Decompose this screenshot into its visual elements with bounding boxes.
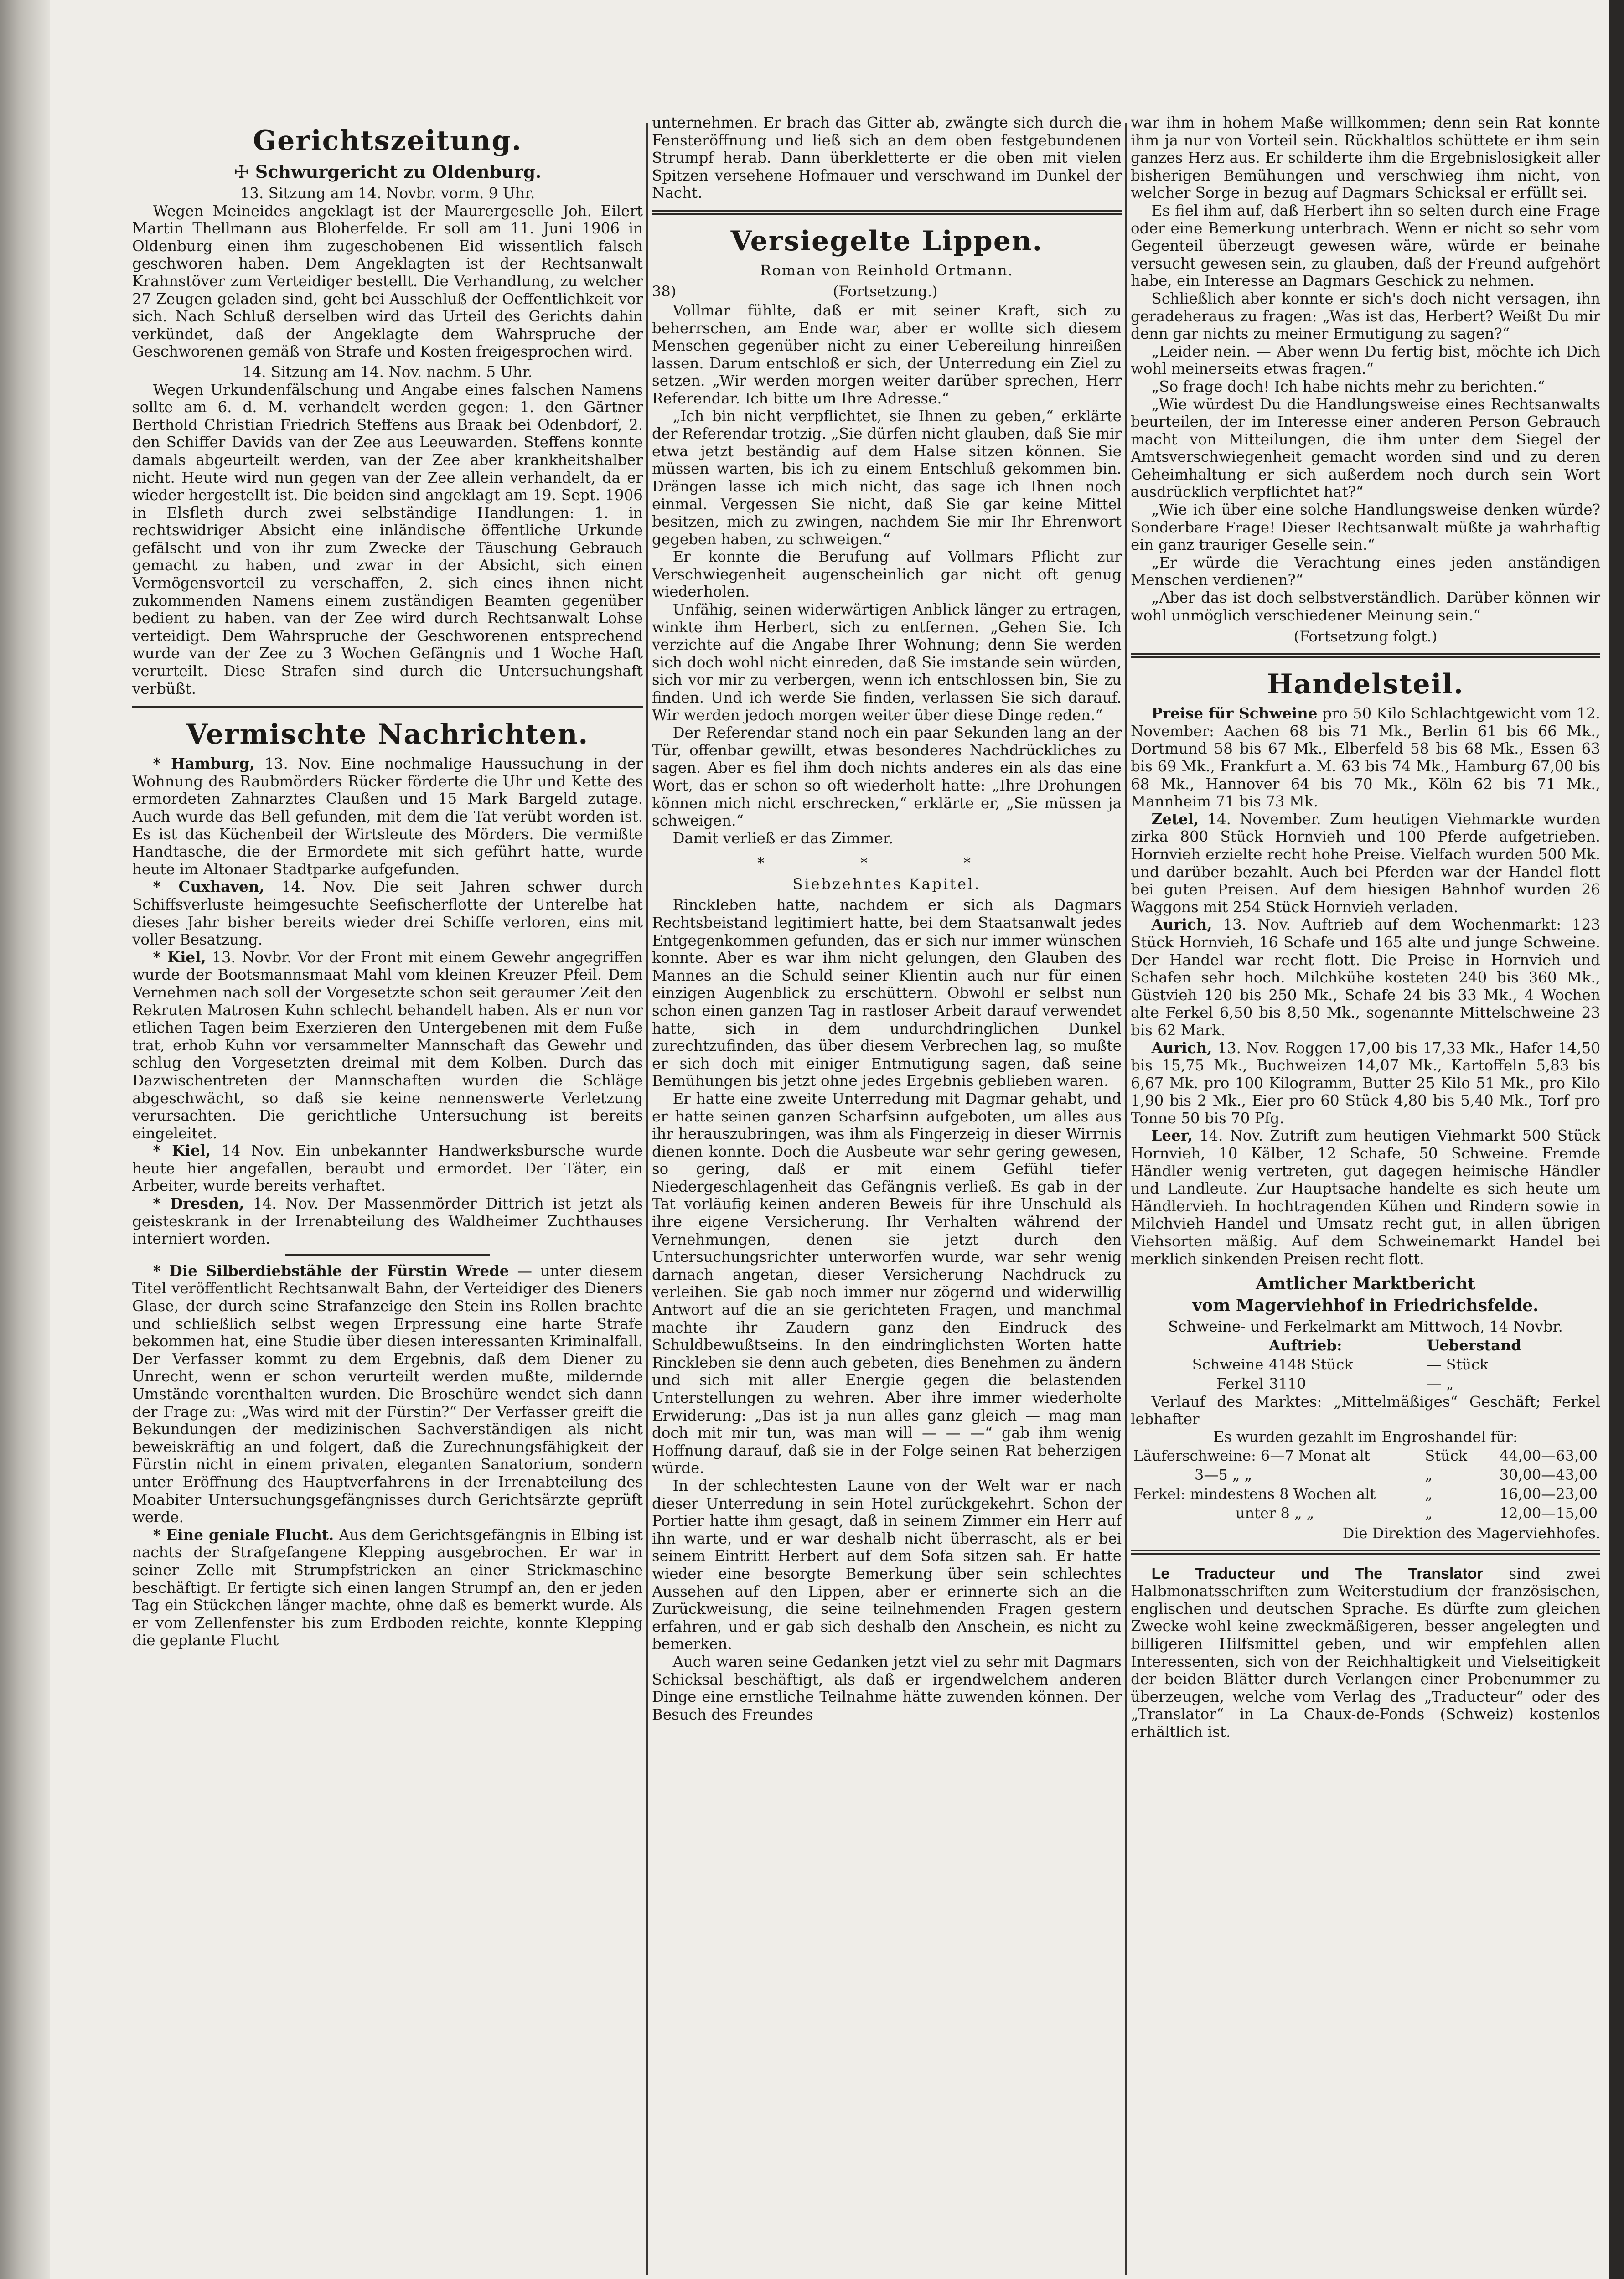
advertisement-text: sind zwei Halbmonatsschriften zum Weiterstudium der französischen, englischen und deutschen Sprache. Es dürfte zum gleichen Zwecke wohl keine zweckmäßigeren, besser angelegten und billigeren Hilfsmittel geben, und wir empfehlen allen Interessenten, sich von der Reichhaltigkeit und Vielseitigkeit der beiden Blätter durch Verlangen einer Probenummer zu überzeugen, welche vom Verlag des „Traducteur“ oder des „Translator“ in La Chaux-de-Fonds (Schweiz) kostenlos erhältlich ist. bbox=[1131, 1565, 1600, 1741]
novel-paragraph: „Aber das ist doch selbstverständlich. Darüber können wir wohl unmöglich verschiedener Meinung sein.“ bbox=[1131, 589, 1600, 624]
advertisement bbox=[1131, 1565, 1600, 1741]
news-item bbox=[132, 878, 643, 948]
installment-number: 38) bbox=[652, 282, 677, 300]
article-continuation: unternehmen. Er brach das Gitter ab, zwängte sich durch die Fensteröffnung und ließ sich an dem oben festgebundenen Strumpf herab. Dann überkletterte er die oben mit vielen Spitzen versehene Hofmauer und verschwand im Dunkel der Nacht. bbox=[652, 114, 1122, 202]
news-item bbox=[132, 1195, 643, 1248]
novel-paragraph: Schließlich aber konnte er sich's doch nicht versagen, ihn geradeheraus zu fragen: „Was ist das, Herbert? Weißt Du mir denn gar nichts zu meiner Ermutigung zu sagen?“ bbox=[1131, 289, 1600, 343]
market-item bbox=[1131, 916, 1600, 1039]
market-item bbox=[1131, 811, 1600, 916]
novel-paragraph: In der schlechtesten Laune von der Welt war er nach dieser Unterredung in sein Hotel zurückgekehrt. Schon der Portier hatte ihm gesagt, daß in seinem Zimmer ein Herr auf ihn warte, und er war deshalb nicht überrascht, als er bei seinem Eintritt Herbert auf dem Sofa sitzen sah. Er hatte wieder eine besorgte Bemerkung über sein schlechtes Aussehen auf den Lippen, aber er erinnerte sich an die Zurückweisung, die seine teilnehmenden Fragen gestern erfahren, und er gab sich deshalb den Anschein, es nicht zu bemerken. bbox=[652, 1477, 1122, 1653]
price-table bbox=[1131, 1446, 1600, 1523]
novel-paragraph: Auch waren seine Gedanken jetzt viel zu sehr mit Dagmars Schicksal beschäftigt, als daß er irgendwelchem anderen Dinge eine ernstliche Teilnahme hätte zuwenden können. Der Besuch des Freundes bbox=[652, 1653, 1122, 1723]
novel-paragraph: „Wie würdest Du die Handlungsweise eines Rechtsanwalts beurteilen, der im Interesse einer anderen Person Gebrauch macht von Mitteilungen, die ihm unter dem Siegel der Amtsverschwiegenheit gemacht worden sind und zu deren Geheimhaltung er sich außerdem noch durch sein Wort ausdrücklich verpflichtet hat?“ bbox=[1131, 395, 1600, 501]
novel-paragraph: „Wie ich über eine solche Handlungsweise denken würde? Sonderbare Frage! Dieser Rechtsanwalt müßte ja wahrhaftig ein ganz trauriger Geselle sein.“ bbox=[1131, 501, 1600, 554]
table-row bbox=[1131, 1355, 1600, 1374]
session-heading: 14. Sitzung am 14. Nov. nachm. 5 Uhr. bbox=[242, 363, 533, 381]
news-item bbox=[132, 1262, 643, 1526]
market-item-lead: Preise für Schweine bbox=[1151, 704, 1318, 723]
section-title-gericht: Gerichtszeitung. bbox=[253, 125, 522, 157]
news-item-text: 14 Nov. Ein unbekannter Handwerksbursche wurde heute hier angefallen, beraubt und ermordet. Der Täter, ein Arbeiter, wurde bereits verhaftet. bbox=[132, 1142, 643, 1195]
section-stars: * * * bbox=[757, 854, 1017, 872]
table-cell: 16,00—23,00 bbox=[1499, 1485, 1598, 1503]
novel-paragraph: Unfähig, seinen widerwärtigen Anblick länger zu ertragen, winkte ihm Herbert, sich zu entfernen. „Gehen Sie. Ich verzichte auf die Angabe Ihrer Wohnung; denn Sie werden sich doch wohl nicht einreden, daß Sie imstande sein würden, sich vor mir zu verbergen, wenn ich entschlossen bin, Sie zu finden. Und ich werde Sie finden, verlassen Sie sich darauf. Wir werden jedoch morgen weiter über diese Dinge reden.“ bbox=[652, 601, 1122, 724]
row-label: Läuferschweine: 6—7 Monat alt bbox=[1133, 1447, 1370, 1464]
novel-paragraph: Damit verließ er das Zimmer. bbox=[672, 829, 894, 847]
novel-paragraph: „So frage doch! Ich habe nichts mehr zu berichten.“ bbox=[1151, 377, 1545, 395]
column-rule bbox=[1125, 123, 1127, 2275]
news-item-lead: * Cuxhaven, bbox=[153, 878, 264, 896]
news-item bbox=[132, 755, 643, 878]
table-cell: 30,00—43,00 bbox=[1499, 1466, 1598, 1483]
row-label: Schweine bbox=[1192, 1355, 1264, 1373]
news-item-lead: * Dresden, bbox=[153, 1194, 244, 1213]
news-item-text: 13. Novbr. Vor der Front mit einem Gewehr angegriffen wurde der Bootsmannsmaat Mahl vom kleinen Kreuzer Pfeil. Dem Vernehmen nach soll der Vorgesetzte schon seit geraumer Zeit den Rekruten Matrosen Kuhn schlecht behandelt haben. Als er nun vor etlichen Tagen beim Exerzieren den Untergebenen mit dem Fuße trat, erhob Kuhn vor versammelter Mannschaft das Gewehr und schlug den Vorgesetzten dreimal mit dem Kolben. Durch das Dazwischentreten der Mannschaften wurden die Schläge abgeschwächt, so daß sie keine nennenswerte Verletzung verursachten. Die gerichtliche Untersuchung ist bereits eingeleitet. bbox=[132, 948, 643, 1142]
market-item-text: 14. November. Zum heutigen Viehmarkte wurden zirka 800 Stück Hornvieh und 100 Pferde aufgetrieben. Hornvieh erzielte recht hohe Preise. Vielfach wurden 500 Mk. und darüber bezahlt. Auch bei Pferden war der Handel flott bei guten Preisen. Auf dem hiesigen Bahnhof wurden 26 Waggons mit 254 Stück Hornvieh verladen. bbox=[1131, 810, 1600, 916]
divider bbox=[285, 1254, 490, 1256]
book-spine bbox=[0, 0, 50, 2279]
row-label: 3—5 „ „ bbox=[1195, 1466, 1252, 1483]
court-heading: ☩ Schwurgericht zu Oldenburg. bbox=[233, 161, 542, 182]
table-cell: 44,00—63,00 bbox=[1499, 1447, 1598, 1464]
market-item-lead: Leer, bbox=[1151, 1127, 1193, 1145]
table-cell: Stück bbox=[1425, 1447, 1468, 1464]
novel-paragraph: Vollmar fühlte, daß er mit seiner Kraft, sich zu beherrschen, am Ende war, aber er wollte sich diesem Menschen gegenüber nicht zu einer Uebereilung hinreißen lassen. Darum entschloß er sich, der Unterredung ein Ziel zu setzen. „Wir werden morgen weiter darüber sprechen, Herr Referendar. Ich bitte um Ihre Adresse.“ bbox=[652, 301, 1122, 407]
novel-paragraph: Der Referendar stand noch ein paar Sekunden lang an der Tür, offenbar gewillt, etwas besonderes Nachdrückliches zu sagen. Aber es fiel ihm doch nichts anderes ein als das eine Wort, das er schon so oft wiederholt hatte: „Ihre Drohungen können mich nicht erschrecken,“ erklärte er, „Sie müssen ja schweigen.“ bbox=[652, 724, 1122, 830]
novel-paragraph: „Leider nein. — Aber wenn Du fertig bist, möchte ich Dich wohl meinerseits etwas fragen.“ bbox=[1131, 342, 1600, 378]
divider bbox=[132, 706, 643, 708]
news-item-text: 14. Nov. Die seit Jahren schwer durch Schiffsverluste heimgesuchte Seefischerflotte der Unterelbe hat dieses Jahr bisher bereits wieder drei Schiffe verloren, eins mit voller Besatzung. bbox=[132, 878, 643, 949]
column-rule bbox=[646, 123, 648, 2275]
table-cell: „ bbox=[1425, 1504, 1433, 1522]
market-item-text: 13. Nov. Auftrieb auf dem Wochenmarkt: 123 Stück Hornvieh, 16 Schafe und 165 alte und junge Schweine. Der Handel war recht flott. Die Preise in Hornvieh und Schafen sehr hoch. Milchkühe kosteten 240 bis 360 Mk., Güstvieh 120 bis 250 Mk., Schafe 24 bis 33 Mk., 4 Wochen alte Ferkel 6,50 bis 8,50 Mk., sogenannte Mittelschweine 23 bis 62 Mark. bbox=[1131, 916, 1600, 1039]
market-report-date: Schweine- und Ferkelmarkt am Mittwoch, 14 Novbr. bbox=[1168, 1318, 1563, 1336]
advertisement-head: Le Traducteur und The Translator bbox=[1151, 1565, 1483, 1582]
chapter-heading: Siebzehntes Kapitel. bbox=[792, 875, 981, 893]
table-cell: — Stück bbox=[1427, 1355, 1489, 1373]
row-label: Ferkel: mindestens 8 Wochen alt bbox=[1133, 1485, 1376, 1503]
novel-paragraph: „Ich bin nicht verpflichtet, sie Ihnen zu geben,“ erklärte der Referendar trotzig. „Sie dürfen nicht glauben, daß Sie mir etwa jetzt beständig auf dem Halse sitzen können. Sie müssen warten, bis ich zu einem Entschluß gekommen bin. Drängen lasse ich mich nicht, das sage ich Ihnen noch einmal. Vergessen Sie nicht, daß Sie gar keine Mittel besitzen, mich zu zwingen, nachdem Sie mir Ihr Ehrenwort gegeben haben, zu schweigen.“ bbox=[652, 407, 1122, 548]
novel-paragraph: Rinckleben hatte, nachdem er sich als Dagmars Rechtsbeistand legitimiert hatte, bei dem Staatsanwalt jedes Entgegenkommen gefunden, das er sich nur immer wünschen konnte. Aber es war ihm nicht gelungen, den Glauben des Mannes an die Schuld seiner Klientin auch nur für einen einzigen Augenblick zu erschüttern. Obwohl er selbst nun schon einen ganzen Tag in rastloser Arbeit darauf verwendet hatte, sich in dem undurchdringlichen Dunkel zurechtzufinden, das über diesem Verbrechen lag, so mußte er sich doch mit einiger Entmutigung sagen, daß seine Bemühungen bis jetzt ohne jedes Ergebnis geblieben waren. bbox=[652, 896, 1122, 1090]
news-item bbox=[132, 1526, 643, 1649]
session-heading: 13. Sitzung am 14. Novbr. vorm. 9 Uhr. bbox=[240, 185, 535, 202]
column-header: Auftrieb: bbox=[1269, 1336, 1342, 1354]
article-text: Wegen Urkundenfälschung und Angabe eines falschen Namens sollte am 6. d. M. verhandelt werden gegen: 1. den Gärtner Berthold Christian Friedrich Steffens aus Braak bei Odenbdorf, 2. den Schiffer Davids van der Zee aus Leeuwarden. Steffens konnte damals abgeurteilt werden, van der Zee aber krankheitshalber nicht. Heute wird nun gegen van der Zee allein verhandelt, da er wieder hergestellt ist. Die beiden sind angeklagt am 19. Sept. 1906 in Elsfleth durch zwei selbständige Handlungen: 1. in rechtswidriger Absicht eine inländische öffentliche Urkunde gefälscht und von ihr zum Zwecke der Täuschung Gebrauch gemacht zu haben, und zwar in der Absicht, sich einen Vermögensvorteil zu verschaffen, 2. sich eines ihnen nicht zukommenden Namens einem zuständigen Beamten gegenüber bedient zu haben. van der Zee wird durch Rechtsanwalt Lohse verteidigt. Dem Wahrspruche der Geschworenen entsprechend wurde van der Zee zu 3 Wochen Gefängnis und 1 Woche Haft verurteilt. Diese Strafen sind durch die Untersuchungshaft verbüßt. bbox=[132, 381, 643, 698]
table-cell: 4148 Stück bbox=[1269, 1355, 1353, 1373]
market-item bbox=[1131, 1127, 1600, 1268]
column-left bbox=[132, 114, 643, 1649]
novel-paragraph: „Er würde die Verachtung eines jeden anständigen Menschen verdienen?“ bbox=[1131, 553, 1600, 589]
news-item bbox=[132, 1142, 643, 1195]
table-row bbox=[1131, 1374, 1600, 1393]
section-title-handel: Handelsteil. bbox=[1267, 668, 1464, 701]
column-right bbox=[1131, 114, 1600, 1741]
novel-paragraph: Er konnte die Berufung auf Vollmars Pflicht zur Verschwiegenheit augenscheinlich gar nicht oft genug wiederholen. bbox=[652, 548, 1122, 601]
market-item-text: 13. Nov. Roggen 17,00 bis 17,33 Mk., Hafer 14,50 bis 15,75 Mk., Buchweizen 14,07 Mk., Kartoffeln 5,83 bis 6,67 Mk. pro 100 Kilogramm, Butter 25 Kilo 51 Mk., pro Kilo 1,90 bis 2 Mk., Eier pro 60 Stück 4,80 bis 5,40 Mk., Torf pro Tonne 50 bis 70 Pfg. bbox=[1131, 1039, 1600, 1127]
divider bbox=[1131, 653, 1600, 655]
market-report-subtitle: vom Magerviehhof in Friedrichsfelde. bbox=[1192, 1296, 1539, 1316]
novel-author: Roman von Reinhold Ortmann. bbox=[760, 261, 1014, 279]
news-item-text: Aus dem Gerichtsgefängnis in Elbing ist nachts der Strafgefangene Klepping ausgebrochen. Er war in seiner Zelle mit Strumpfstricken an einer Strickmaschine beschäftigt. Er fertigte sich einen langen Strumpf an, den er jeden Tag ein Stückchen länger machte, ohne daß es bemerkt wurde. Als er vom Zellenfenster bis zum Erdboden reichte, konnte Klepping die geplante Flucht bbox=[132, 1526, 643, 1649]
table-row bbox=[1131, 1484, 1600, 1504]
market-engros: Es wurden gezahlt im Engroshandel für: bbox=[1213, 1428, 1518, 1446]
row-label: unter 8 „ „ bbox=[1236, 1504, 1314, 1522]
market-item-text: pro 50 Kilo Schlachtgewicht vom 12. November: Aachen 68 bis 71 Mk., Berlin 61 bis 66 Mk., Dortmund 58 bis 67 Mk., Elberfeld 58 bis 68 Mk., Essen 63 bis 69 Mk., Frankfurt a. M. 63 bis 74 Mk., Hamburg 67,00 bis 68 Mk., Hannover 64 bis 70 Mk., Köln 62 bis 71 Mk., Mannheim 71 bis 73 Mk. bbox=[1131, 705, 1600, 811]
market-table bbox=[1131, 1336, 1600, 1393]
section-title-vermischte: Vermischte Nachrichten. bbox=[186, 718, 589, 751]
column-middle bbox=[652, 114, 1122, 1723]
divider bbox=[1131, 1550, 1600, 1551]
table-cell: 12,00—15,00 bbox=[1499, 1504, 1598, 1522]
column-header: Ueberstand bbox=[1427, 1336, 1521, 1354]
news-item-text: — unter diesem Titel veröffentlicht Rechtsanwalt Bahn, der Verteidiger des Dieners Glase, der durch seine Strafanzeige den Stein ins Rollen brachte und schließlich selbst wegen Erpressung eine harte Strafe bekommen hat, eine Studie über diesen interessanten Kriminalfall. Der Verfasser kommt zu dem Ergebnis, daß dem Diener zu Unrecht, wenn er schon verurteilt werden mußte, mildernde Umstände vorenthalten wurden. Die Broschüre wendet sich dann der Frage zu: „Was wird mit der Fürstin?“ Der Verfasser greift die Bekundungen der medizinischen Sachverständigen als nicht beweiskräftig an und folgert, daß die Zurechnungsfähigkeit der Fürstin nicht in einem privaten, eleganten Sanatorium, sondern unter Eröffnung des Hauptverfahrens in der Irrenabteilung des Moabiter Untersuchungsgefängnisses durch Gerichtsärzte geprüft werde. bbox=[132, 1262, 643, 1526]
market-item bbox=[1131, 1039, 1600, 1127]
news-item bbox=[132, 949, 643, 1142]
table-cell: 3110 bbox=[1269, 1375, 1306, 1392]
market-report-title: Amtlicher Marktbericht bbox=[1256, 1274, 1475, 1294]
table-cell: „ bbox=[1425, 1466, 1433, 1483]
table-row bbox=[1131, 1504, 1600, 1523]
article-text: Wegen Meineides angeklagt ist der Maurergeselle Joh. Eilert Martin Thellmann aus Bloherfelde. Er soll am 11. Juni 1906 in Oldenburg einen ihm zugeschobenen Eid wissentlich falsch geschworen haben. Dem Angeklagten ist der Rechtsanwalt Krahnstöver zum Verteidiger bestellt. Die Verhandlung, zu welcher 27 Zeugen geladen sind, geht bei Ausschluß der Oeffentlichkeit vor sich. Nach Schluß derselben wird das Urteil des Gerichts dahin verkündet, daß der Angeklagte dem Wahrspruche der Geschworenen gemäß von Strafe und Kosten freigesprochen wird. bbox=[132, 202, 643, 361]
market-verlauf: Verlauf des Marktes: „Mittelmäßiges“ Geschäft; Ferkel lebhafter bbox=[1131, 1393, 1600, 1428]
novel-meta bbox=[652, 283, 1122, 300]
table-header-row bbox=[1131, 1336, 1600, 1355]
news-item-lead: * Eine geniale Flucht. bbox=[153, 1525, 334, 1544]
novel-paragraph: Er hatte eine zweite Unterredung mit Dagmar gehabt, und er hatte seinen ganzen Scharfsinn aufgeboten, um alles aus ihr herauszubringen, was ihm als Fingerzeig in dieser Wirrnis dienen konnte. Doch die Ausbeute war sehr gering gewesen, so gering, daß er mit einem Gefühl tiefer Niedergeschlagenheit das Gefängnis verließ. Es gab in der Tat vorläufig keinen anderen Beweis für ihre Unschuld als ihre eigene Versicherung. Ihr Verhalten während der Vernehmungen, denen sie jetzt durch den Untersuchungsrichter unterworfen wurde, war sehr wenig darnach angetan, dieser Versicherung Nachdruck zu verleihen. Sie gab noch immer nur zögernd und widerwillig Antwort auf die an sie gerichteten Fragen, und manchmal machte ihr Zaudern ganz den Eindruck des Schuldbewußtseins. In den eindringlichsten Worten hatte Rinckleben sie denn auch gebeten, dies Benehmen zu ändern und sich mit aller Energie gegen die belastenden Unterstellungen zu wehren. Aber ihre immer wiederholte Erwiderung: „Das ist ja nun alles ganz gleich — mag man doch mit mir tun, was man will — — —“ gab ihm wenig Hoffnung darauf, daß sie in der Folge seinen Rat beherzigen würde. bbox=[652, 1090, 1122, 1477]
page-edge bbox=[1609, 0, 1624, 2279]
novel-paragraph: Es fiel ihm auf, daß Herbert ihn so selten durch eine Frage oder eine Bemerkung unterbrach. Wenn er nicht so sehr vom Gegenteil überzeugt gewesen wäre, würde er beinahe versucht gewesen sein, zu glauben, daß der Freund aufgehört habe, ein Interesse an Dagmars Geschick zu nehmen. bbox=[1131, 202, 1600, 290]
table-row bbox=[1131, 1465, 1600, 1484]
news-item-text: 14. Nov. Der Massenmörder Dittrich ist jetzt als geisteskrank in der Irrenabteilung des Waldheimer Zuchthauses interniert worden. bbox=[132, 1195, 643, 1248]
continuation-note: (Fortsetzung.) bbox=[833, 282, 938, 300]
market-signature: Die Direktion des Magerviehhofes. bbox=[1342, 1524, 1600, 1542]
news-item-lead: * Die Silberdiebstähle der Fürstin Wrede bbox=[153, 1261, 509, 1280]
table-cell: „ bbox=[1425, 1485, 1433, 1503]
table-row bbox=[1131, 1446, 1600, 1465]
market-item bbox=[1131, 705, 1600, 811]
news-item-text: 13. Nov. Eine nochmalige Haussuchung in der Wohnung des Raubmörders Rücker förderte die Uhr und Kette des ermordeten Zahnarztes Claußen und 15 Mark Bargeld zutage. Auch wurde das Bell gefunden, mit dem die Tat verübt worden ist. Es ist das Küchenbeil der Wirtsleute des Mörders. Die vermißte Handtasche, die der Ermordete mit sich geführt hatte, wurde heute im Altonaer Stadtparke aufgefunden. bbox=[132, 755, 643, 878]
news-item-lead: * Kiel, bbox=[153, 948, 206, 966]
table-cell: — „ bbox=[1427, 1375, 1454, 1392]
novel-paragraph: war ihm in hohem Maße willkommen; denn sein Rat konnte ihm ja nur von Vorteil sein. Rückhaltlos schüttete er ihm sein ganzes Herz aus. Er schilderte ihm die Ergebnislosigkeit aller bisherigen Bemühungen und verschwieg ihm nicht, von welcher Sorge in bezug auf Dagmars Schicksal er erfüllt sei. bbox=[1131, 114, 1600, 202]
news-item-lead: * Hamburg, bbox=[153, 754, 255, 773]
continuation-note: (Fortsetzung folgt.) bbox=[1293, 628, 1438, 646]
market-item-lead: Aurich, bbox=[1151, 1039, 1212, 1057]
market-item-lead: Zetel, bbox=[1151, 810, 1199, 828]
novel-title: Versiegelte Lippen. bbox=[730, 225, 1043, 257]
market-item-lead: Aurich, bbox=[1151, 915, 1212, 934]
market-item-text: 14. Nov. Zutrift zum heutigen Viehmarkt 500 Stück Hornvieh, 10 Kälber, 12 Schafe, 50 Schweine. Fremde Händler wenig vertreten, gut dagegen heimische Händler und Landleute. Zur Hauptsache handelte es sich heute um Händlervieh. In hochtragenden Kühen und Rindern sowie in Milchvieh Handel und Umsatz recht gut, in allen übrigen Viehsorten mäßig. Auf dem Schweinemarkt Handel bei merklich sinkenden Preisen recht flott. bbox=[1131, 1127, 1600, 1268]
divider bbox=[652, 210, 1122, 212]
news-item-lead: * Kiel, bbox=[153, 1142, 211, 1160]
row-label: Ferkel bbox=[1216, 1375, 1264, 1392]
